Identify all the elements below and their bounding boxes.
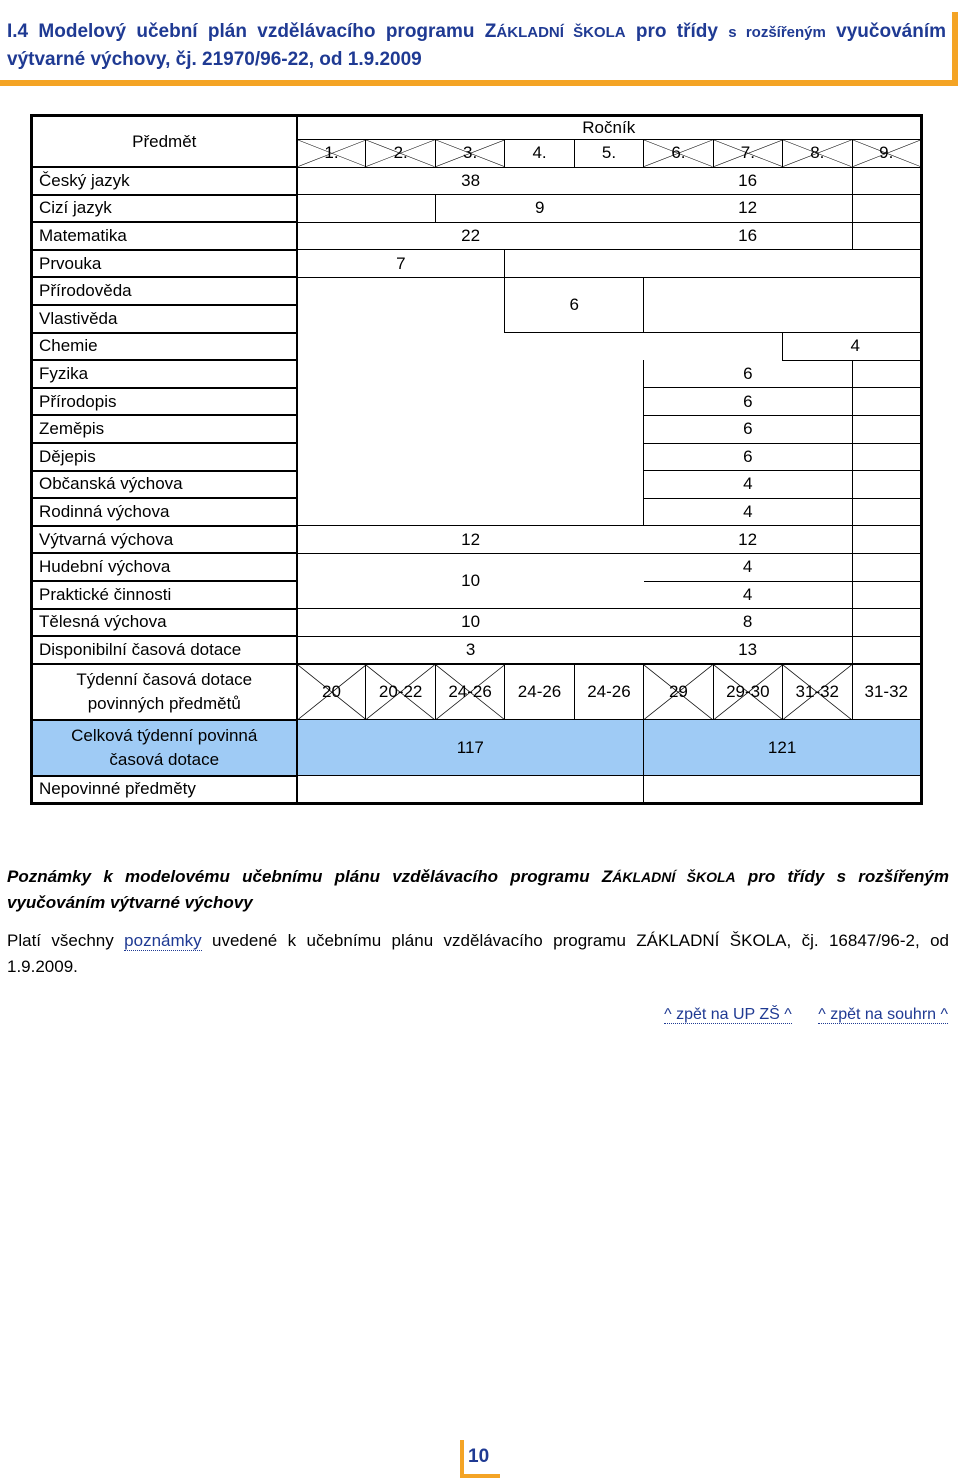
- cell-value: 12: [644, 526, 852, 554]
- cell-value: 8: [644, 609, 852, 637]
- subject-name: Vlastivěda: [32, 305, 297, 333]
- table-row: [32, 333, 922, 361]
- cell-value: 38: [297, 167, 644, 195]
- heading-smallcaps-2: s rozšířeným: [728, 24, 826, 41]
- subject-name: Praktické činnosti: [32, 581, 297, 609]
- grade-col: 1.: [297, 140, 366, 168]
- weekly-cell: 24-26: [505, 664, 574, 720]
- curriculum-table: [30, 114, 923, 805]
- grade-col: 8.: [783, 140, 852, 168]
- cell-value: 6: [644, 443, 852, 471]
- subject-name: Přírodověda: [32, 277, 297, 305]
- cell-value: 12: [644, 195, 852, 223]
- heading-text: I.4 Modelový učební plán vzdělávacího programu Z: [7, 21, 497, 42]
- grade-col: 2.: [366, 140, 435, 168]
- page-heading: [0, 12, 958, 86]
- cell-value: 7: [297, 250, 505, 278]
- table-row: [32, 498, 922, 526]
- subject-name: Český jazyk: [32, 167, 297, 195]
- cell-value: 16: [644, 167, 852, 195]
- weekly-cell: 24-26: [574, 664, 643, 720]
- cell-value: 9: [435, 195, 643, 223]
- table-row: [32, 388, 922, 416]
- cell-value: 6: [505, 277, 644, 332]
- table-row: [32, 195, 922, 223]
- cell-value: 12: [297, 526, 644, 554]
- heading-text-2: pro třídy: [625, 21, 729, 42]
- table-row: [32, 609, 922, 637]
- weekly-cell: 20: [297, 664, 366, 720]
- subject-name: Zeměpis: [32, 415, 297, 443]
- subject-name: Prvouka: [32, 250, 297, 278]
- subject-name: Matematika: [32, 222, 297, 250]
- subject-name: Občanská výchova: [32, 471, 297, 499]
- heading-text-3: vyučováním výtvarné výchovy, čj. 21970/96-22, od 1.9.2009: [7, 21, 946, 70]
- subject-name: Fyzika: [32, 360, 297, 388]
- subject-name: Nepovinné předměty: [32, 776, 297, 804]
- page-number: 10: [460, 1440, 500, 1478]
- table-row: [32, 553, 922, 581]
- grade-col: 7.: [713, 140, 782, 168]
- cell-value: 117: [297, 720, 644, 776]
- subject-name: Výtvarná výchova: [32, 526, 297, 554]
- subject-name: Rodinná výchova: [32, 498, 297, 526]
- table-row: [32, 167, 922, 195]
- grade-col: 9.: [852, 140, 922, 168]
- cell-value: 16: [644, 222, 852, 250]
- table-row: [32, 526, 922, 554]
- cell-value: 4: [783, 333, 922, 361]
- subject-name: Týdenní časová dotace povinných předmětů: [32, 664, 297, 720]
- cell-value: 6: [644, 360, 852, 388]
- weekly-cell: 31-32: [783, 664, 852, 720]
- table-row: [32, 720, 922, 776]
- subject-name: Dějepis: [32, 443, 297, 471]
- table-row: [32, 415, 922, 443]
- table-row: [32, 443, 922, 471]
- table-row: [32, 305, 922, 333]
- cell-value: 4: [644, 471, 852, 499]
- subject-name: Tělesná výchova: [32, 609, 297, 637]
- table-row: [32, 360, 922, 388]
- weekly-cell: 31-32: [852, 664, 922, 720]
- cell-value: 10: [297, 553, 644, 608]
- cell-value: 6: [644, 415, 852, 443]
- grade-col: 4.: [505, 140, 574, 168]
- table-row: [32, 471, 922, 499]
- table-row: [32, 636, 922, 664]
- subject-name: Přírodopis: [32, 388, 297, 416]
- cell-value: 4: [644, 498, 852, 526]
- subject-header: Předmět: [32, 116, 297, 168]
- cell-value: 6: [644, 388, 852, 416]
- notes-body: Platí všechny poznámky uvedené k učebnímu plánu vzdělávacího programu ZÁKLADNÍ ŠKOLA, čj. 16847/96-2, od 1.9.2009.: [7, 931, 950, 976]
- subject-name: Cizí jazyk: [32, 195, 297, 223]
- cell-value: 4: [644, 581, 852, 609]
- weekly-cell: 20-22: [366, 664, 435, 720]
- grade-col: 5.: [574, 140, 643, 168]
- table-row: [32, 776, 922, 804]
- subject-name: Chemie: [32, 333, 297, 361]
- subject-name: Hudební výchova: [32, 553, 297, 581]
- cell-value: 22: [297, 222, 644, 250]
- table-row: [32, 222, 922, 250]
- weekly-cell: 29: [644, 664, 713, 720]
- subject-name: Celková týdenní povinná časová dotace: [32, 720, 297, 776]
- cell-value: 4: [644, 553, 852, 581]
- notes-link[interactable]: poznámky: [124, 931, 202, 950]
- weekly-cell: 24-26: [435, 664, 504, 720]
- cell-value: 3: [297, 636, 644, 664]
- grade-header: Ročník: [297, 116, 922, 140]
- weekly-cell: 29-30: [713, 664, 782, 720]
- cell-value: 121: [644, 720, 922, 776]
- notes-title: Poznámky k modelovému učebnímu plánu vzdělávacího programu ZÁKLADNÍ ŠKOLA pro třídy s rozšířeným vyučováním výtvarné výchovy: [7, 867, 949, 912]
- grade-col: 6.: [644, 140, 713, 168]
- table-row: [32, 664, 922, 720]
- back-to-summary-link[interactable]: ^ zpět na souhrn ^: [818, 1006, 948, 1023]
- cell-value: 13: [644, 636, 852, 664]
- cell-value: 10: [297, 609, 644, 637]
- back-to-up-zs-link[interactable]: ^ zpět na UP ZŠ ^: [664, 1006, 792, 1023]
- table-row: [32, 250, 922, 278]
- back-links: [642, 1006, 948, 1024]
- heading-smallcaps: ÁKLADNÍ ŠKOLA: [496, 24, 626, 41]
- table-row: [32, 277, 922, 305]
- grade-col: 3.: [435, 140, 504, 168]
- subject-name: Disponibilní časová dotace: [32, 636, 297, 664]
